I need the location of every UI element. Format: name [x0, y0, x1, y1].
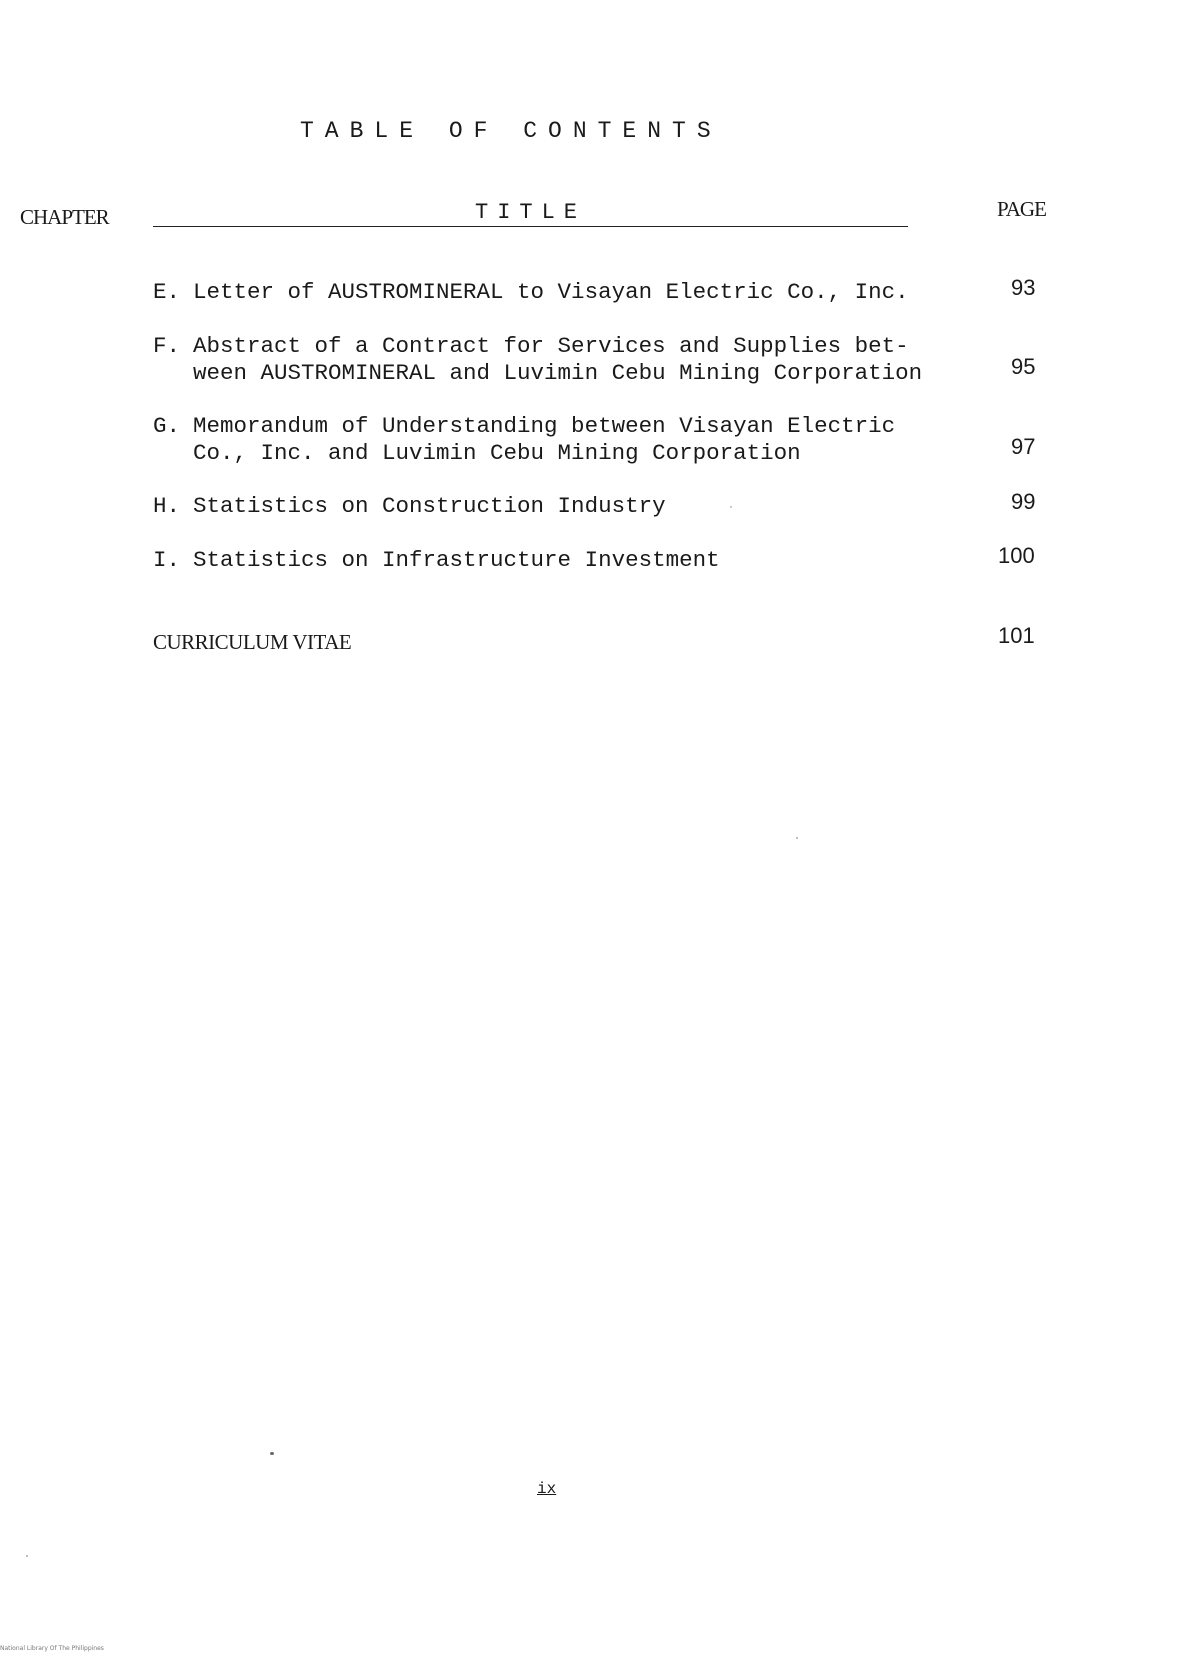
title-column-header: TITLE — [475, 200, 587, 225]
toc-entry-i — [153, 547, 720, 574]
entry-page-number: 99 — [1011, 489, 1036, 514]
entry-title-line: Statistics on Infrastructure Investment — [193, 547, 720, 573]
title-underline — [153, 226, 908, 227]
scan-speck — [270, 1452, 274, 1455]
entry-page-number: 93 — [1011, 275, 1036, 300]
toc-entry-h — [153, 493, 666, 520]
chapter-column-header: CHAPTER — [20, 205, 109, 229]
toc-entry-f — [153, 333, 922, 387]
entry-page-number: 95 — [1011, 354, 1036, 379]
entry-title-line: Abstract of a Contract for Services and Supplies bet- — [193, 333, 909, 359]
scan-speck — [730, 506, 732, 508]
curriculum-vitae-entry: CURRICULUM VITAE — [153, 630, 352, 654]
entry-letter: G. — [153, 413, 181, 439]
entry-page-number: 97 — [1011, 434, 1036, 459]
toc-entry-g — [153, 413, 895, 467]
scan-footer: National Library Of The Philippines — [0, 1645, 104, 1652]
entry-letter: F. — [153, 333, 181, 359]
page-heading: TABLE OF CONTENTS — [300, 118, 722, 144]
scan-speck — [26, 1555, 28, 1557]
curriculum-vitae-page: 101 — [998, 623, 1035, 648]
entry-letter: E. — [153, 279, 181, 305]
page-column-header: PAGE — [997, 197, 1046, 221]
entry-title-line: ween AUSTROMINERAL and Luvimin Cebu Mining Corporation — [193, 360, 923, 386]
entry-title-line: Memorandum of Understanding between Visayan Electric — [193, 413, 896, 439]
toc-entry-e — [153, 279, 909, 306]
entry-letter: I. — [153, 547, 181, 573]
entry-title-line: Statistics on Construction Industry — [193, 493, 666, 519]
entry-page-number: 100 — [998, 543, 1035, 568]
scan-speck — [796, 837, 798, 839]
entry-letter: H. — [153, 493, 181, 519]
entry-title-line: Letter of AUSTROMINERAL to Visayan Electric Co., Inc. — [193, 279, 909, 305]
page-folio: ix — [537, 1480, 557, 1498]
entry-title-line: Co., Inc. and Luvimin Cebu Mining Corporation — [193, 440, 801, 466]
